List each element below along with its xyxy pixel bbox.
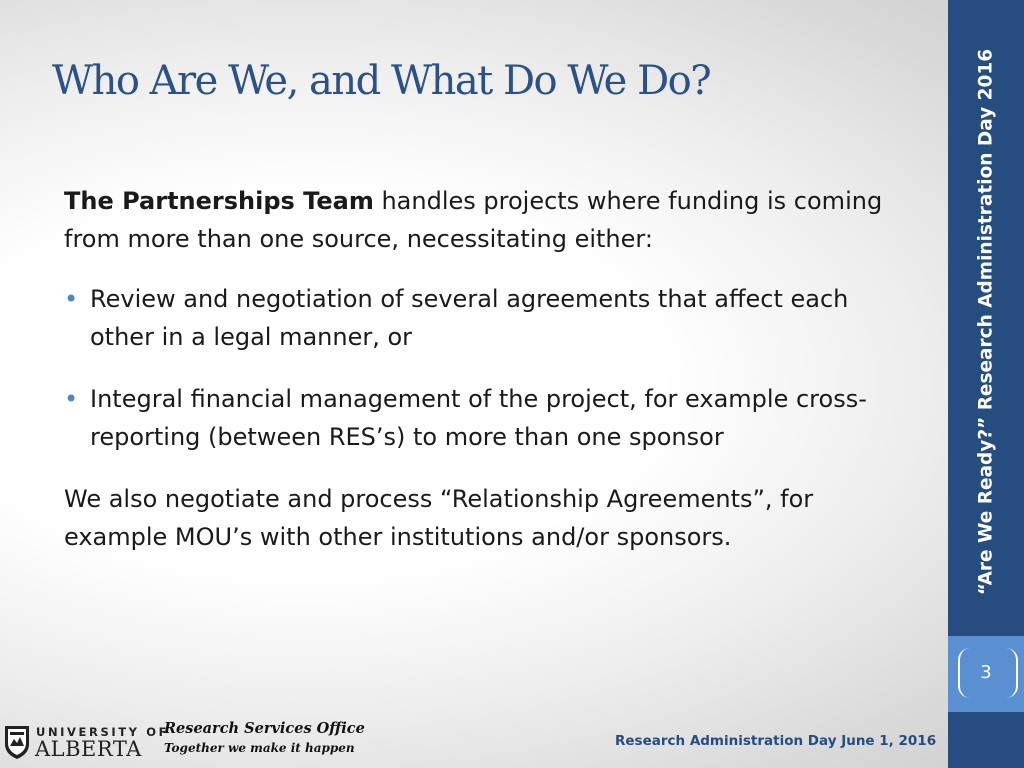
- bullet-icon: •: [64, 385, 79, 413]
- footer-event-date: Research Administration Day June 1, 2016: [615, 733, 937, 749]
- sidebar-event-title: “Are We Ready?” Research Administration Day 2016: [975, 48, 997, 596]
- logo-line-2: ALBERTA: [35, 737, 142, 761]
- slide-title: Who Are We, and What Do We Do?: [52, 58, 711, 104]
- bullet-item: [64, 380, 904, 456]
- bullet-item: [64, 280, 904, 356]
- office-tagline: Together we make it happen: [164, 741, 355, 755]
- crest-icon: [4, 724, 30, 760]
- bullet-text: Review and negotiation of several agreements that affect each other in a legal manner, or: [90, 285, 849, 351]
- page-number-box: [948, 636, 1024, 712]
- university-logo: [4, 722, 170, 762]
- office-block: [164, 720, 365, 755]
- intro-paragraph: [64, 182, 904, 258]
- logo-line-1: UNIVERSITY OF: [36, 725, 170, 739]
- intro-text: handles projects where funding is coming from more than one source, necessitating either:: [64, 187, 883, 253]
- bullet-icon: •: [64, 285, 79, 313]
- closing-paragraph: We also negotiate and process “Relationship Agreements”, for example MOU’s with other institutions and/or sponsors.: [64, 485, 814, 551]
- slide-body: [64, 182, 904, 578]
- office-name: Research Services Office: [164, 720, 365, 737]
- intro-team-name: The Partnerships Team: [64, 187, 374, 215]
- page-number: 3: [980, 662, 992, 683]
- bullet-text: Integral financial management of the project, for example cross-reporting (between RES’s) to more than one sponsor: [90, 385, 867, 451]
